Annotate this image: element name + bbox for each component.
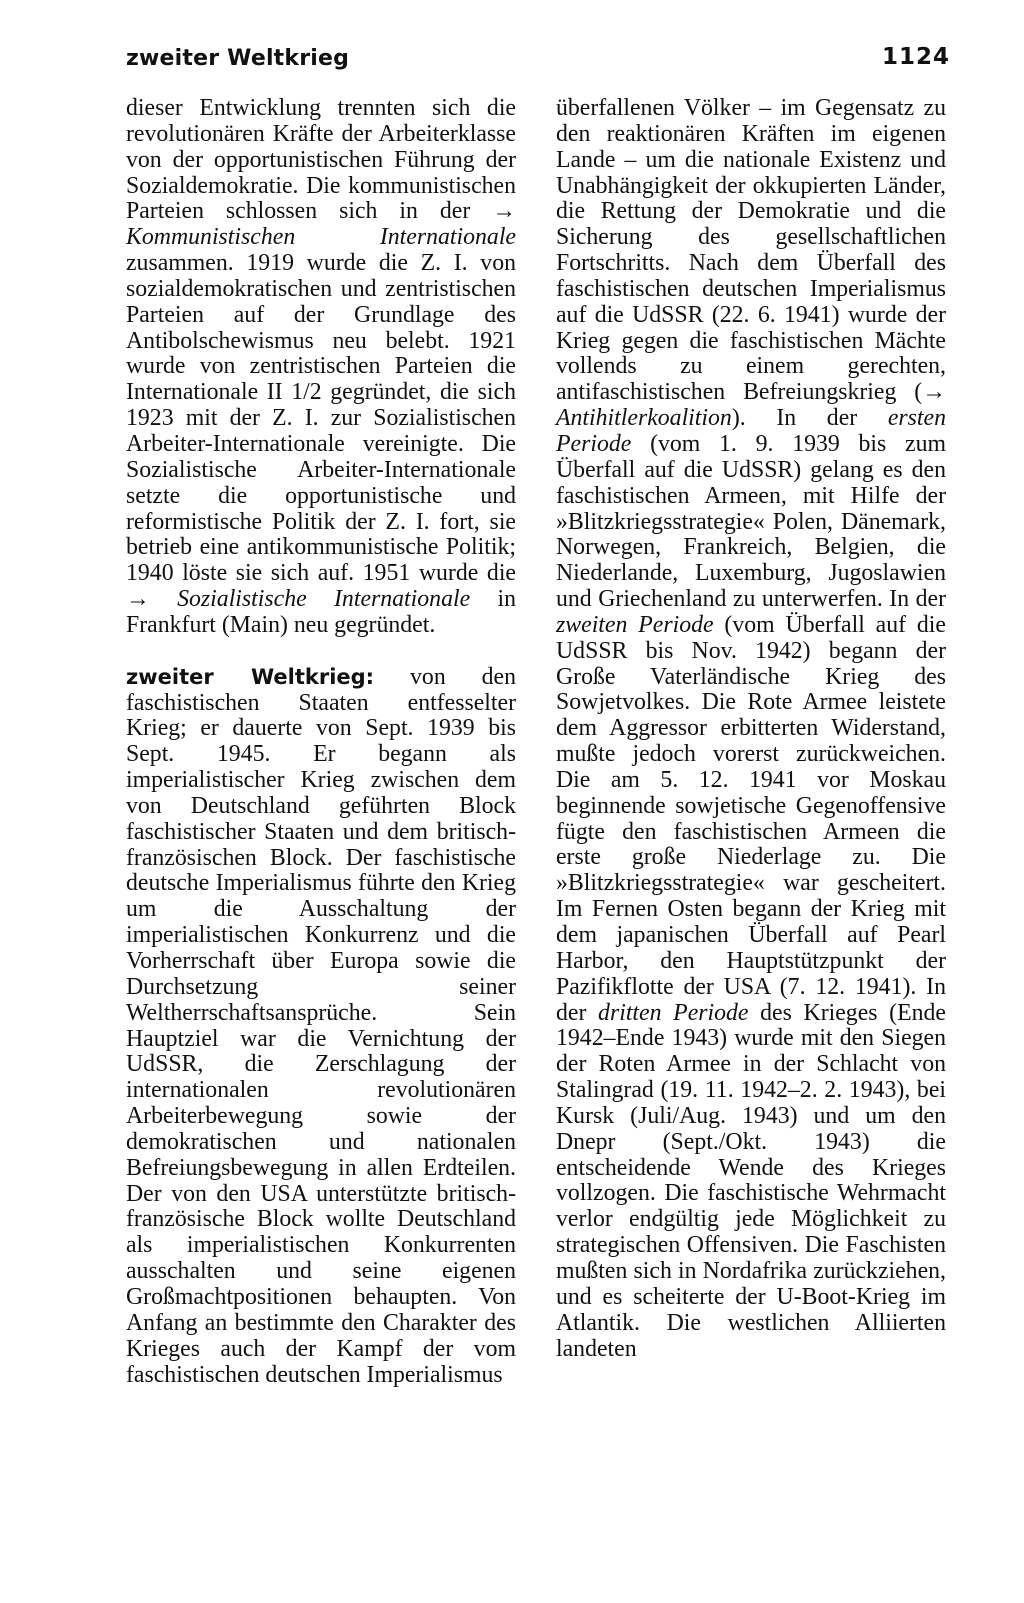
body-text: des Krieges (Ende 1942–Ende 1943) wurde mit den Siegen der Roten Armee in der Schlacht von Stalingrad (19. 11. 1942–2. 2. 1943), bei Kursk (Juli/Aug. 1943) und um den Dnepr (Sept./Okt. 1943) die entscheidende Wende des Krieges vollzogen. Die faschistische Wehrmacht verlor endgültig jede Möglichkeit zu strategischen Offensiven. Die Faschisten mußten sich in Nordafrika zurückziehen, und es scheiterte der U-Boot-Krieg im Atlantik. Die westlichen Alliierten landeten [556, 999, 946, 1362]
emphasis-erste-periode: ersten Periode [556, 405, 946, 457]
cross-reference-kommunistische-internationale: Kommunistischen Internationale [126, 224, 516, 251]
entry-headword: zweiter Weltkrieg: [126, 664, 375, 689]
body-text: zusammen. 1919 wurde die Z. I. von sozialdemokratischen und zentristischen Parteien auf der Grundlage des Antibolschewismus neu belebt. 1921 wurde von zentristischen Parteien die Internationale II 1/2 gegründet, die sich 1923 mit der Z. I. zur Sozialistischen Arbeiter-Internationale vereinigte. Die Sozialistische Arbeiter-Internationale setzte die opportunistische und reformistische Politik der Z. I. fort, sie betrieb eine antikommunistische Politik; 1940 löste sie sich auf. 1951 wurde die → [126, 250, 516, 613]
body-text: dieser Entwicklung trennten sich die revolutionären Kräfte der Arbeiterklasse von der opportunistischen Führung der Sozialdemokratie. Die kommunistischen Parteien schlossen sich in der → [126, 95, 516, 225]
emphasis-dritte-periode: dritten Periode [598, 999, 749, 1026]
body-text: (vom Überfall auf die UdSSR bis Nov. 1942) begann der Große Vaterländische Krieg des Sowjetvolkes. Die Rote Armee leistete dem Aggressor erbitterten Widerstand, mußte jedoch vorerst zurückweichen. Die am 5. 12. 1941 vor Moskau beginnende sowjetische Gegenoffensive fügte den faschistischen Armeen die erste große Niederlage zu. Die »Blitzkriegsstrategie« war gescheitert. Im Fernen Osten begann der Krieg mit dem japanischen Überfall auf Pearl Harbor, den Hauptstützpunkt der Pazifikflotte der USA (7. 12. 1941). In der [556, 611, 946, 1026]
right-column [556, 96, 946, 1362]
cross-reference-antihitlerkoalition: Antihitlerkoalition [556, 405, 732, 432]
body-text: überfallenen Völker – im Gegensatz zu den reaktionären Kräften im eigenen Lande – um die nationale Existenz und Unabhängigkeit der okkupierten Länder, die Rettung der Demokratie und die Sicherung des gesellschaftlichen Fortschritts. Nach dem Überfall des faschistischen deutschen Imperialismus auf die UdSSR (22. 6. 1941) wurde der Krieg gegen die faschistischen Mächte vollends zu einem gerechten, antifaschistischen Befreiungskrieg (→ [556, 95, 946, 406]
body-text: in Frankfurt (Main) neu gegründet. [126, 586, 516, 638]
emphasis-zweite-periode: zweiten Periode [556, 611, 714, 638]
body-text: ). In der [731, 405, 888, 432]
running-head: zweiter Weltkrieg [126, 46, 350, 71]
cross-reference-sozialistische-internationale: Sozialistische Internationale [177, 586, 471, 613]
entry-zweiter-weltkrieg [126, 665, 516, 1389]
body-text: von den faschistischen Staaten entfesselter Krieg; er dauerte von Sept. 1939 bis Sept. 1945. Er begann als imperialistischer Krieg zwischen dem von Deutschland geführten Block faschistischer Staaten und dem britisch-französischen Block. Der faschistische deutsche Imperialismus führte den Krieg um die Ausschaltung der imperialistischen Konkurrenz und die Vorherrschaft über Europa sowie die Durchsetzung seiner Weltherrschaftsansprüche. Sein Hauptziel war die Vernichtung der UdSSR, die Zerschlagung der internationalen revolutionären Arbeiterbewegung sowie der demokratischen und nationalen Befreiungsbewegung in allen Erdteilen. Der von den USA unterstützte britisch-französische Block wollte Deutschland als imperialistischen Konkurrenten ausschalten und seine eigenen Großmachtpositionen behaupten. Von Anfang an bestimmte den Charakter des Krieges auch der Kampf der vom faschistischen deutschen Imperialismus [126, 663, 517, 1388]
entry-body-paragraph [556, 96, 946, 1362]
entry-continuation-paragraph [126, 96, 516, 639]
left-column [126, 96, 516, 1388]
page-number: 1124 [881, 44, 950, 70]
body-text: (vom 1. 9. 1939 bis zum Überfall auf die UdSSR) gelang es den faschistischen Armeen, mit Hilfe der »Blitzkriegsstrategie« Polen, Dänemark, Norwegen, Frankreich, Belgien, die Niederlande, Luxemburg, Jugoslawien und Griechenland zu unterwerfen. In der [556, 430, 946, 613]
